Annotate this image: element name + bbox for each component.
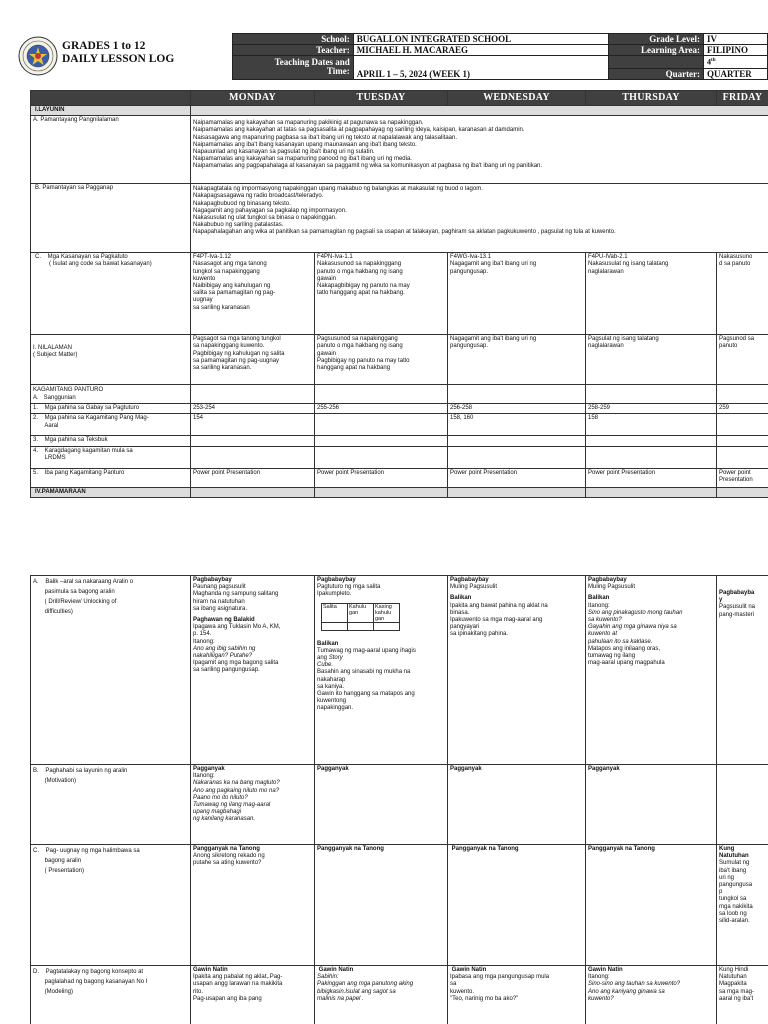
blank-label <box>609 56 704 69</box>
title-line-2: DAILY LESSON LOG <box>62 53 175 65</box>
teksbuk-friday <box>717 436 768 446</box>
thu-a-text-1: Muling Pagsusulit <box>588 584 636 591</box>
dates-value: APRIL 1 – 5, 2024 (WEEK 1) <box>353 56 608 80</box>
mon-b-heading: Pagganyak <box>193 766 225 772</box>
pangnilalaman-line: Naipamamalas ang kakayahan at tatas sa pagsasalita at pagpapahayag ng sariling ideya, kaisipan, karanasan at damdamin. <box>193 127 525 134</box>
thu-a-heading: Pagbabaybay <box>588 577 627 583</box>
thu-b-heading: Pagganyak <box>588 766 620 772</box>
lrdms-monday <box>191 446 315 468</box>
kasanayan-tuesday: F4PN-Iva-1.1 Nakasusunod sa napakinggang panuto o mga hakbang ng isang gawain Nakapagbibigay ng panuto na may tatlo hanggang apat na hakbang. <box>315 253 448 335</box>
pamamaraan-thursday <box>586 487 717 497</box>
wed-d-text: Ipabasa ang mga pangungusap mula sa kuwento. "Teo, narinig mo ba ako?" <box>450 974 550 1002</box>
thu-a-text-3: Matapos ang inilaang oras, tumawag ng ilang mag-aaral upang magpahula <box>588 645 665 667</box>
tue-d-heading: Gawin Natin <box>317 967 354 973</box>
pamamaraan-heading: IV.PAMAMARAAN <box>31 487 191 497</box>
gabay-friday: 259 <box>717 404 768 414</box>
tue-a-heading: Pagbabaybay <box>317 577 356 583</box>
area-label: Learning Area: <box>609 45 704 56</box>
nilalaman-label <box>31 335 191 385</box>
pagganap-label: B. Pamantayan sa Pagganap <box>31 184 191 253</box>
mon-c-text: Anong sikretong rekado ng putahe sa ating kuwento? <box>193 853 265 867</box>
lrdms-thursday <box>586 446 717 468</box>
modeling-friday <box>717 966 768 1024</box>
mon-d-heading: Gawin Natin <box>193 967 228 973</box>
kagamitan-pahina-label: 2. Mga pahina sa Kagamitang Pang Mag- Aaral <box>31 414 191 436</box>
modeling-wednesday <box>448 966 586 1024</box>
presentation-thursday <box>586 845 717 966</box>
day-monday: MONDAY <box>191 91 315 106</box>
layunin-heading: I.LAYUNIN <box>31 106 191 116</box>
thu-a-italic: Sino ang pinakagusto mong tauhan sa kuwento? Gayahin ang mga ginawa niya sa kuwento at pahulaan ito sa kaklase. <box>588 609 683 645</box>
balik-aral-friday <box>717 576 768 765</box>
deped-seal-logo <box>18 36 58 76</box>
balik-aral-label: A. Balik –aral sa nakaraang Aralin o pasimula sa bagong aralin ( Drill/Review/ Unlocking of difficulties) <box>31 576 191 765</box>
kagamitan-pahina-row <box>31 414 768 436</box>
quarter-number <box>704 56 768 69</box>
quarter-sup: th <box>711 58 716 63</box>
title-line-1: GRADES 1 to 12 <box>62 40 146 52</box>
gabay-label: 1. Mga pahina sa Gabay sa Pagtuturo <box>31 404 191 414</box>
kasingkahulugan-cell <box>374 622 400 630</box>
pagganap-line: Nakabubuo ng sariling patalastas. <box>193 222 284 229</box>
kagamitan-monday <box>191 385 315 404</box>
kagamitan-label <box>31 385 191 404</box>
pangnilalaman-line: Naipamamalas ang kakayahan sa mapanuring panood ng iba't ibang uri ng media. <box>193 156 412 163</box>
motivation-thursday <box>586 765 717 845</box>
fri-d-heading: Kung Hindi Natutuhan <box>719 967 749 981</box>
kagamitan-wednesday <box>448 385 586 404</box>
day-friday: FRIDAY <box>717 91 768 106</box>
row-modeling <box>31 966 768 1024</box>
iba-thursday: Power point Presentation <box>586 468 717 487</box>
pangnilalaman-line: Napauunlad ang kasanayan sa pagsulat ng iba't ibang uri ng sulatin. <box>193 149 375 156</box>
school-label: School: <box>233 34 354 45</box>
mon-a-text-1: Paunang pagsusulit Maghanda ng sampung salitang hiram na natutuhan sa ibang asignatura. <box>193 584 279 612</box>
presentation-monday <box>191 845 315 966</box>
gabay-tuesday: 255-256 <box>315 404 448 414</box>
lrdms-friday <box>717 446 768 468</box>
modeling-label: D. Pagtatalakay ng bagong konsepto at paglalahad ng bagong kasanayan No I (Modeling) <box>31 966 191 1024</box>
pangnilalaman-row <box>31 116 768 184</box>
wed-b-heading: Pagganyak <box>450 766 482 772</box>
nilalaman-tuesday: Pagsusunod sa napakinggang panuto o mga hakbang ng isang gawain Pagbibigay ng panuto na may tatlo hanggang apat na hakbang <box>315 335 448 385</box>
presentation-wednesday <box>448 845 586 966</box>
dates-label-line-2: Time: <box>326 66 350 77</box>
thu-d-italic: Sino-sino ang tauhan sa kuwento? Ano ang kaniyang ginawa sa kuwento? <box>588 981 681 1002</box>
kasanayan-friday: Nakasusuno d sa panuto <box>717 253 768 335</box>
tue-a-text-3: Basahin ang sinasabi ng mukha na nakaharap sa kaniya. Gawin ito hanggang sa matapos ang kuwentong napakinggan. <box>317 669 415 712</box>
mon-a-text-2: Ipagawa ang Tuklasin Mo A, KM, p. 154. Itanong: <box>193 624 281 645</box>
balik-aral-tuesday <box>315 576 448 765</box>
teksbuk-tuesday <box>315 436 448 446</box>
thu-a-heading-2: Balikan <box>588 595 610 602</box>
nilalaman-row <box>31 335 768 385</box>
kagamitan-thursday <box>586 385 717 404</box>
mon-c-heading: Pangganyak na Tanong <box>193 846 260 852</box>
kasanayan-thursday: F4PU-IVab-2.1 Nakasusulat ng isang talatang naglalarawan <box>586 253 717 335</box>
pagganap-line: Nakapagtatala ng impormasyong napakinggan upang makabuo ng balangkas at makasulat ng buod o lagom. <box>193 186 483 193</box>
thu-c-heading: Pangganyak na Tanong <box>588 846 655 852</box>
tue-d-italic: Sabihin: Pakinggan ang mga panutong aking bibigkasin.Isulat ang sagot sa malinis na papel . <box>317 974 414 1002</box>
lesson-table-top <box>30 90 768 498</box>
kagamitan-heading: KAGAMITANG PANTURO <box>33 387 104 394</box>
mon-b-text: Itanong: <box>193 773 215 780</box>
layunin-row <box>31 106 768 116</box>
header-info-table <box>232 33 768 80</box>
pangnilalaman-content <box>191 116 768 184</box>
pangnilalaman-line: Naipamamalas ang kakayahan sa mapanuring pakikinig at pagunawa sa napakinggan. <box>193 120 424 127</box>
iba-wednesday: Power point Presentation <box>448 468 586 487</box>
pagganap-line: Nagagamit ang pahayagan sa pagkalap ng impormasyon. <box>193 207 347 214</box>
row-motivation <box>31 765 768 845</box>
iba-monday: Power point Presentation <box>191 468 315 487</box>
mon-b-italic: Nakaranas ka na bang magluto? Ano ang pagkaing niluto mo na? Paano mo ito niluto? Tumawag ng ilang mag-aaral upang magbahagi ng kanilang karanasan. <box>193 780 280 823</box>
teksbuk-row <box>31 436 768 446</box>
wed-a-heading-2: Balikan <box>450 595 472 602</box>
fri-a-text-1: Pagsusulit na pang-masteri <box>719 604 756 618</box>
iba-label: 5. Iba pang Kagamitang Panturo <box>31 468 191 487</box>
salita-table <box>321 603 400 631</box>
tue-a-text-2: Tumawag ng mag-aaral upang ihagis ang <box>317 647 416 662</box>
pagganap-line: Nakapagbubuod ng binasang teksto. <box>193 200 291 207</box>
kagamitan-pahina-wednesday: 158, 160 <box>448 414 586 436</box>
motivation-friday <box>717 765 768 845</box>
pangnilalaman-line: Naipamamalas ang iba't ibang kasanayan upang maunawaan ang iba't ibang teksto. <box>193 141 417 148</box>
kasanayan-row <box>31 253 768 335</box>
motivation-monday <box>191 765 315 845</box>
tue-a-italic: Story Cube. <box>317 655 343 669</box>
thu-d-text: Itanong: <box>588 974 610 981</box>
gabay-thursday: 258-259 <box>586 404 717 414</box>
kasanayan-label-2: ( Isulat ang code sa bawat kasanayan) <box>49 261 152 268</box>
grade-label: Grade Level: <box>609 34 704 45</box>
teksbuk-label: 3. Mga pahina sa Teksbuk <box>31 436 191 446</box>
thu-d-heading: Gawin Natin <box>588 967 623 973</box>
day-tuesday: TUESDAY <box>315 91 448 106</box>
quarter-word: QUARTER <box>704 68 768 79</box>
row-presentation <box>31 845 768 966</box>
mon-a-italic: Ano ang ibig sabihin ng nakahiliigan? Putahe? <box>193 645 256 660</box>
salita-header: Salita <box>322 603 348 622</box>
day-wednesday: WEDNESDAY <box>448 91 586 106</box>
presentation-label: C. Pag- uugnay ng mga halimbawa sa bagong aralin ( Presentation) <box>31 845 191 966</box>
lrdms-wednesday <box>448 446 586 468</box>
sanggunian-label: A. Sanggunian <box>33 395 76 402</box>
motivation-tuesday <box>315 765 448 845</box>
nilalaman-friday: Pagsunod sa panuto <box>717 335 768 385</box>
pangnilalaman-label: A. Pamantayang Pangnilalaman <box>31 116 191 184</box>
kagamitan-pahina-tuesday <box>315 414 448 436</box>
teacher-value: MICHAEL H. MACARAEG <box>353 45 608 56</box>
wed-a-heading: Pagbabaybay <box>450 577 489 583</box>
wed-d-heading: Gawin Natin <box>450 967 487 973</box>
kagamitan-pahina-monday: 154 <box>191 414 315 436</box>
nilalaman-wednesday: Nagagamit ang iba't ibang uri ng pangungusap. <box>448 335 586 385</box>
motivation-wednesday <box>448 765 586 845</box>
iba-tuesday: Power point Presentation <box>315 468 448 487</box>
kasingkahulugan-header: Kasing kahulu gan <box>374 603 400 622</box>
teksbuk-monday <box>191 436 315 446</box>
tue-a-heading-2: Balikan <box>317 640 339 647</box>
area-value: FILIPINO <box>704 45 768 56</box>
wed-a-text-1: Muling Pagsusulit <box>450 584 498 591</box>
fri-c-heading: Kung Natutuhan <box>719 846 749 860</box>
teacher-label: Teacher: <box>233 45 354 56</box>
nilalaman-thursday: Pagsulat ng isang talatang naglalarawan <box>586 335 717 385</box>
kasanayan-monday: F4PT-Iva-1.12 Nasasagot ang mga tanong tungkol sa napakinggang kuwento Naibibigay ang kahulugan ng salita sa pamamagitan ng pag- uugnay sa sariling karanasan <box>191 253 315 335</box>
kahulugan-cell <box>348 622 374 630</box>
thu-a-text-2: Itanong: <box>588 602 610 609</box>
pamamaraan-monday <box>191 487 315 497</box>
pamamaraan-tuesday <box>315 487 448 497</box>
nilalaman-label-2: ( Subject Matter) <box>33 352 78 359</box>
kasanayan-label-1: C. Mga Kasanayan sa Pagkatuto <box>35 254 128 261</box>
modeling-tuesday <box>315 966 448 1024</box>
fri-a-heading: Pagbabayba y <box>719 590 755 604</box>
tue-a-text-2-wrap <box>317 648 445 670</box>
salita-cell <box>322 622 348 630</box>
fri-c-text: Sumulat ng iba't ibang uri ng pangungusa p tungkol sa mga nakikita sa loob ng silid-aralan. <box>719 860 753 925</box>
quarter-num: 4 <box>707 57 712 67</box>
mon-a-heading: Pagbabaybay <box>193 577 232 583</box>
pagganap-content <box>191 184 768 253</box>
grade-value: IV <box>704 34 768 45</box>
kagamitan-pahina-thursday: 158 <box>586 414 717 436</box>
pagganap-line: Nakasusulat ng ulat tungkol sa binasa o napakinggan. <box>193 215 337 222</box>
mon-a-heading-2: Paghawan ng Balakid <box>193 617 255 624</box>
kagamitan-row <box>31 385 768 404</box>
iba-friday: Power point Presentation <box>717 468 768 487</box>
pangnilalaman-line: Naisasagawa ang mapanuring pagbasa sa iba't ibang uri ng teksto at napalalawak ang talasalitaan. <box>193 134 457 141</box>
lrdms-tuesday <box>315 446 448 468</box>
gabay-row <box>31 404 768 414</box>
dates-label-line-1: Teaching Dates and <box>274 57 350 68</box>
balik-aral-wednesday <box>448 576 586 765</box>
row-balik-aral <box>31 576 768 765</box>
school-value: BUGALLON INTEGRATED SCHOOL <box>353 34 608 45</box>
motivation-label: B. Paghahabi sa layunin ng aralin (Motivation) <box>31 765 191 845</box>
presentation-tuesday <box>315 845 448 966</box>
modeling-monday <box>191 966 315 1024</box>
day-thursday: THURSDAY <box>586 91 717 106</box>
balik-aral-monday <box>191 576 315 765</box>
pagganap-row <box>31 184 768 253</box>
dates-label <box>233 56 354 80</box>
nilalaman-label-1: I. NILALAMAN <box>33 345 73 352</box>
iba-row <box>31 468 768 487</box>
gabay-monday: 253-254 <box>191 404 315 414</box>
mon-a-text-3: Ipagamit ang mga bagong salita sa sariling pangungusap. <box>193 660 279 674</box>
lrdms-row <box>31 446 768 468</box>
kahulugan-header: Kahulu gan <box>348 603 374 622</box>
lesson-table-procedures <box>30 575 768 1024</box>
pagganap-line: Nakapagsasagawa ng radio broadcast/teleradyo. <box>193 193 324 200</box>
nilalaman-monday: Pagsagot sa mga tanong tungkol sa napakinggang kuwento. Pagbibigay ng kahulugan ng salita sa pamamagitan ng pag-uugnay sa sariling karanasan. <box>191 335 315 385</box>
day-header-row <box>31 91 768 106</box>
wed-c-heading: Pangganyak na Tanong <box>450 846 519 852</box>
balik-aral-thursday <box>586 576 717 765</box>
kagamitan-tuesday <box>315 385 448 404</box>
teksbuk-thursday <box>586 436 717 446</box>
layunin-blank <box>191 106 768 116</box>
lrdms-label: 4. Karagdagang kagamitan mula sa LRDMS <box>31 446 191 468</box>
kagamitan-pahina-friday <box>717 414 768 436</box>
kagamitan-friday <box>717 385 768 404</box>
wed-a-text-2: Ipakita ang bawat pahina ng aklat na binasa. Ipakuwento sa mga mag-aaral ang pangyayari sa ipinakitang pahina. <box>450 602 548 638</box>
pamamaraan-wednesday <box>448 487 586 497</box>
tue-a-text-1: Pagtuturo ng mga salita Ipakumpleto. <box>317 584 381 598</box>
modeling-thursday <box>586 966 717 1024</box>
pangnilalaman-line: Naipamamalas ang pagpapahalaga at kasanayan sa paggamit ng wika sa komunikasyon at pagbasa ng iba't ibang uri ng panitikan. <box>193 163 543 170</box>
pagganap-line: Napapahalagahan ang wika at panitikan sa pamamagitan ng pagsali sa usapan at talakayan, paghiram sa aklatan pagkukuwento , pagsulat ng tula at kuwento. <box>193 229 616 236</box>
lesson-log-title <box>62 40 174 66</box>
mon-d-text: Ipakita ang pabalat ng aklat,.Pag- usapan angg larawan na makikita rito. Pag-usapan ang iba pang <box>193 974 283 1002</box>
tue-c-heading: Pangganyak na Tanong <box>317 846 384 852</box>
pamamaraan-row <box>31 487 768 497</box>
tue-b-heading: Pagganyak <box>317 766 349 772</box>
kasanayan-wednesday: F4WG-Iva-13.1 Nagagamit ang iba't ibang uri ng pangungusap. <box>448 253 586 335</box>
quarter-label: Quarter: <box>609 68 704 79</box>
pamamaraan-friday <box>717 487 768 497</box>
gabay-wednesday: 256-258 <box>448 404 586 414</box>
presentation-friday <box>717 845 768 966</box>
teksbuk-wednesday <box>448 436 586 446</box>
fri-d-text: Magpakita sa mga mag- aaral ng iba't <box>719 981 755 1002</box>
day-header-blank <box>31 91 191 106</box>
kasanayan-label <box>31 253 191 335</box>
